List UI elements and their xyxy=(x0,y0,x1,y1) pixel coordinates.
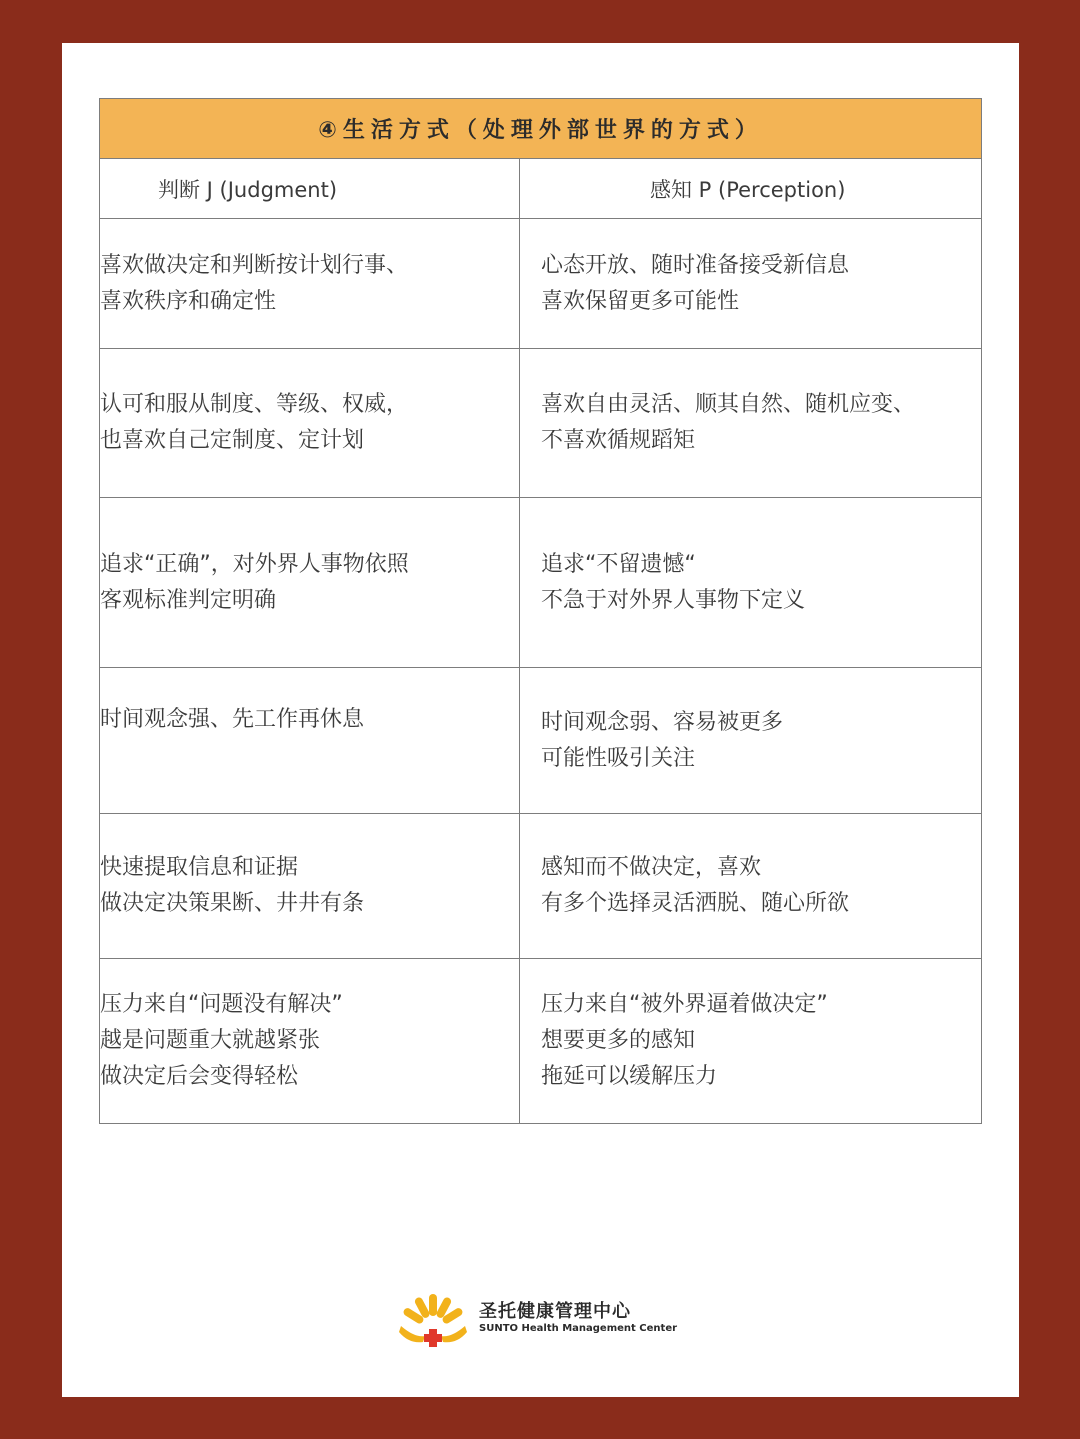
judgment-cell: 时间观念强、先工作再休息 xyxy=(100,668,520,814)
judgment-cell: 认可和服从制度、等级、权威， 也喜欢自己定制度、定计划 xyxy=(100,349,520,498)
perception-cell: 感知而不做决定，喜欢 有多个选择灵活洒脱、随心所欲 xyxy=(520,814,982,959)
header-judgment: 判断 J (Judgment) xyxy=(100,159,520,219)
judgment-cell: 追求“正确”，对外界人事物依照 客观标准判定明确 xyxy=(100,498,520,668)
table-row xyxy=(100,498,982,668)
table-row xyxy=(100,219,982,349)
table-row xyxy=(100,959,982,1124)
table-title: ④生活方式（处理外部世界的方式） xyxy=(100,99,982,159)
perception-cell: 心态开放、随时准备接受新信息 喜欢保留更多可能性 xyxy=(520,219,982,349)
perception-cell: 追求“不留遗憾“ 不急于对外界人事物下定义 xyxy=(520,498,982,668)
table-row xyxy=(100,668,982,814)
brand-name-cn: 圣托健康管理中心 xyxy=(479,1301,631,1322)
judgment-cell: 快速提取信息和证据 做决定决策果断、井井有条 xyxy=(100,814,520,959)
table-row xyxy=(100,814,982,959)
judgment-cell: 压力来自“问题没有解决” 越是问题重大就越紧张 做决定后会变得轻松 xyxy=(100,959,520,1124)
sunburst-cross-icon xyxy=(395,1292,471,1348)
brand-name-en: SUNTO Health Management Center xyxy=(479,1323,678,1334)
perception-cell: 时间观念弱、容易被更多 可能性吸引关注 xyxy=(520,668,982,814)
perception-cell: 喜欢自由灵活、顺其自然、随机应变、 不喜欢循规蹈矩 xyxy=(520,349,982,498)
perception-cell: 压力来自“被外界逼着做决定” 想要更多的感知 拖延可以缓解压力 xyxy=(520,959,982,1124)
brand-logo xyxy=(395,1292,678,1348)
comparison-table xyxy=(99,98,982,1124)
judgment-cell: 喜欢做决定和判断按计划行事、 喜欢秩序和确定性 xyxy=(100,219,520,349)
content-card xyxy=(62,43,1019,1397)
table-row xyxy=(100,349,982,498)
header-perception: 感知 P (Perception) xyxy=(520,159,982,219)
